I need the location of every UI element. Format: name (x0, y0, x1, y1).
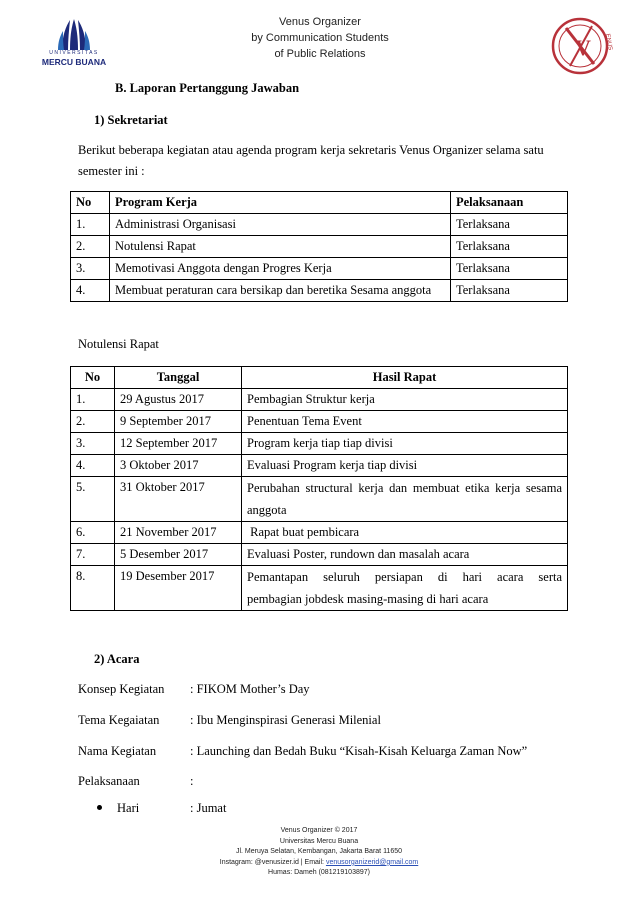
cell-program: Notulensi Rapat (110, 236, 451, 258)
table-row (71, 544, 568, 566)
field-label-pelaksanaan: Pelaksanaan (78, 774, 140, 788)
venus-logo-text: ENUS (604, 33, 613, 51)
cell-status: Terlaksana (451, 258, 568, 280)
field-value-hari: : Jumat (190, 801, 227, 815)
sekretariat-intro-line-2: semester ini : (78, 164, 145, 178)
footer-line-1: Venus Organizer © 2017 (280, 827, 358, 834)
footer-line-5: Humas: Dameh (081219103897) (268, 869, 370, 877)
cell-result (242, 566, 568, 611)
acara-heading: 2) Acara (94, 652, 140, 666)
cell-result: Penentuan Tema Event (242, 411, 568, 433)
cell-result: Evaluasi Program kerja tiap divisi (242, 455, 568, 477)
cell-date: 21 November 2017 (115, 522, 242, 544)
cell-status: Terlaksana (451, 236, 568, 258)
table-row (71, 477, 568, 522)
venus-logo (548, 14, 618, 78)
cell-date: 31 Oktober 2017 (115, 477, 242, 522)
page-footer (140, 826, 498, 879)
sekretariat-heading: 1) Sekretariat (94, 113, 168, 127)
cell-no: 4. (71, 280, 110, 302)
cell-result-line-1: Pemantapan seluruh persiapan di hari acara serta (247, 570, 562, 584)
footer-line-3: Jl. Meruya Selatan, Kembangan, Jakarta Barat 11650 (235, 848, 403, 856)
cell-program: Memotivasi Anggota dengan Progres Kerja (110, 258, 451, 280)
cell-no: 1. (71, 214, 110, 236)
cell-status: Terlaksana (451, 280, 568, 302)
field-label-konsep: Konsep Kegiatan (78, 682, 165, 696)
program-kerja-table (70, 191, 568, 302)
cell-date: 5 Desember 2017 (115, 544, 242, 566)
cell-program: Membuat peraturan cara bersikap dan beretika Sesama anggota (110, 280, 451, 302)
table-row (71, 280, 568, 302)
cell-no: 1. (71, 389, 115, 411)
cell-result: Pembagian Struktur kerja (242, 389, 568, 411)
cell-no: 6. (71, 522, 115, 544)
field-value-nama: : Launching dan Bedah Buku “Kisah-Kisah Keluarga Zaman Now” (190, 744, 528, 758)
cell-no: 2. (71, 411, 115, 433)
cell-no: 3. (71, 258, 110, 280)
table-row (71, 522, 568, 544)
cell-no: 4. (71, 455, 115, 477)
footer-line-2: Universitas Mercu Buana (279, 837, 359, 845)
field-label-tema: Tema Kegaiatan (78, 713, 160, 727)
bullet-dot-icon (97, 805, 102, 810)
footer-email-link[interactable]: venusorganizerid@gmail.com (325, 858, 419, 866)
header-line-3: of Public Relations (274, 48, 366, 60)
cell-date: 19 Desember 2017 (115, 566, 242, 611)
notulensi-table (70, 366, 568, 611)
col-header-program: Program Kerja (110, 192, 451, 214)
cell-result (242, 477, 568, 522)
cell-result-line-2: pembagian jobdesk masing-masing di hari acara (247, 592, 489, 606)
cell-result-line-2: anggota (247, 503, 287, 517)
table-row (71, 433, 568, 455)
table-row (71, 566, 568, 611)
header-line-2: by Communication Students (251, 32, 389, 44)
cell-no: 7. (71, 544, 115, 566)
footer-line-4 (140, 858, 498, 869)
cell-result: Program kerja tiap tiap divisi (242, 433, 568, 455)
cell-no: 2. (71, 236, 110, 258)
col-header-no: No (71, 367, 115, 389)
table-header-row (71, 192, 568, 214)
field-value-konsep: : FIKOM Mother’s Day (190, 682, 310, 696)
col-header-hasil: Hasil Rapat (242, 367, 568, 389)
cell-status: Terlaksana (451, 214, 568, 236)
header-title (180, 14, 460, 62)
cell-result: Evaluasi Poster, rundown dan masalah acara (242, 544, 568, 566)
table-row (71, 236, 568, 258)
cell-date: 3 Oktober 2017 (115, 455, 242, 477)
field-value-tema: : Ibu Menginspirasi Generasi Milenial (190, 713, 381, 727)
cell-date: 12 September 2017 (115, 433, 242, 455)
field-value-pelaksanaan: : (190, 774, 194, 788)
col-header-no: No (71, 192, 110, 214)
sekretariat-intro-line-1: Berikut beberapa kegiatan atau agenda program kerja sekretaris Venus Organizer selama satu (78, 143, 544, 157)
field-label-hari: Hari (117, 801, 140, 815)
table-row (71, 214, 568, 236)
footer-contact-prefix: Instagram: @venusizer.id | Email: (219, 858, 326, 866)
cell-no: 8. (71, 566, 115, 611)
cell-date: 9 September 2017 (115, 411, 242, 433)
table-row (71, 455, 568, 477)
field-label-nama: Nama Kegiatan (78, 744, 157, 758)
cell-date: 29 Agustus 2017 (115, 389, 242, 411)
table-header-row (71, 367, 568, 389)
cell-result: Rapat buat pembicara (242, 522, 568, 544)
table-row (71, 411, 568, 433)
header-line-1: Venus Organizer (279, 16, 361, 28)
university-sub-label: UNIVERSITAS (49, 50, 99, 56)
cell-program: Administrasi Organisasi (110, 214, 451, 236)
section-b-title: B. Laporan Pertanggung Jawaban (115, 81, 300, 95)
table-row (71, 389, 568, 411)
venus-logo-letter: V (575, 35, 591, 60)
cell-result-line-1: Perubahan structural kerja dan membuat etika kerja sesama (247, 481, 562, 495)
col-header-pelaksanaan: Pelaksanaan (451, 192, 568, 214)
table-row (71, 258, 568, 280)
col-header-tanggal: Tanggal (115, 367, 242, 389)
cell-no: 5. (71, 477, 115, 522)
university-name: MERCU BUANA (41, 57, 107, 67)
notulensi-title: Notulensi Rapat (78, 337, 159, 351)
cell-no: 3. (71, 433, 115, 455)
